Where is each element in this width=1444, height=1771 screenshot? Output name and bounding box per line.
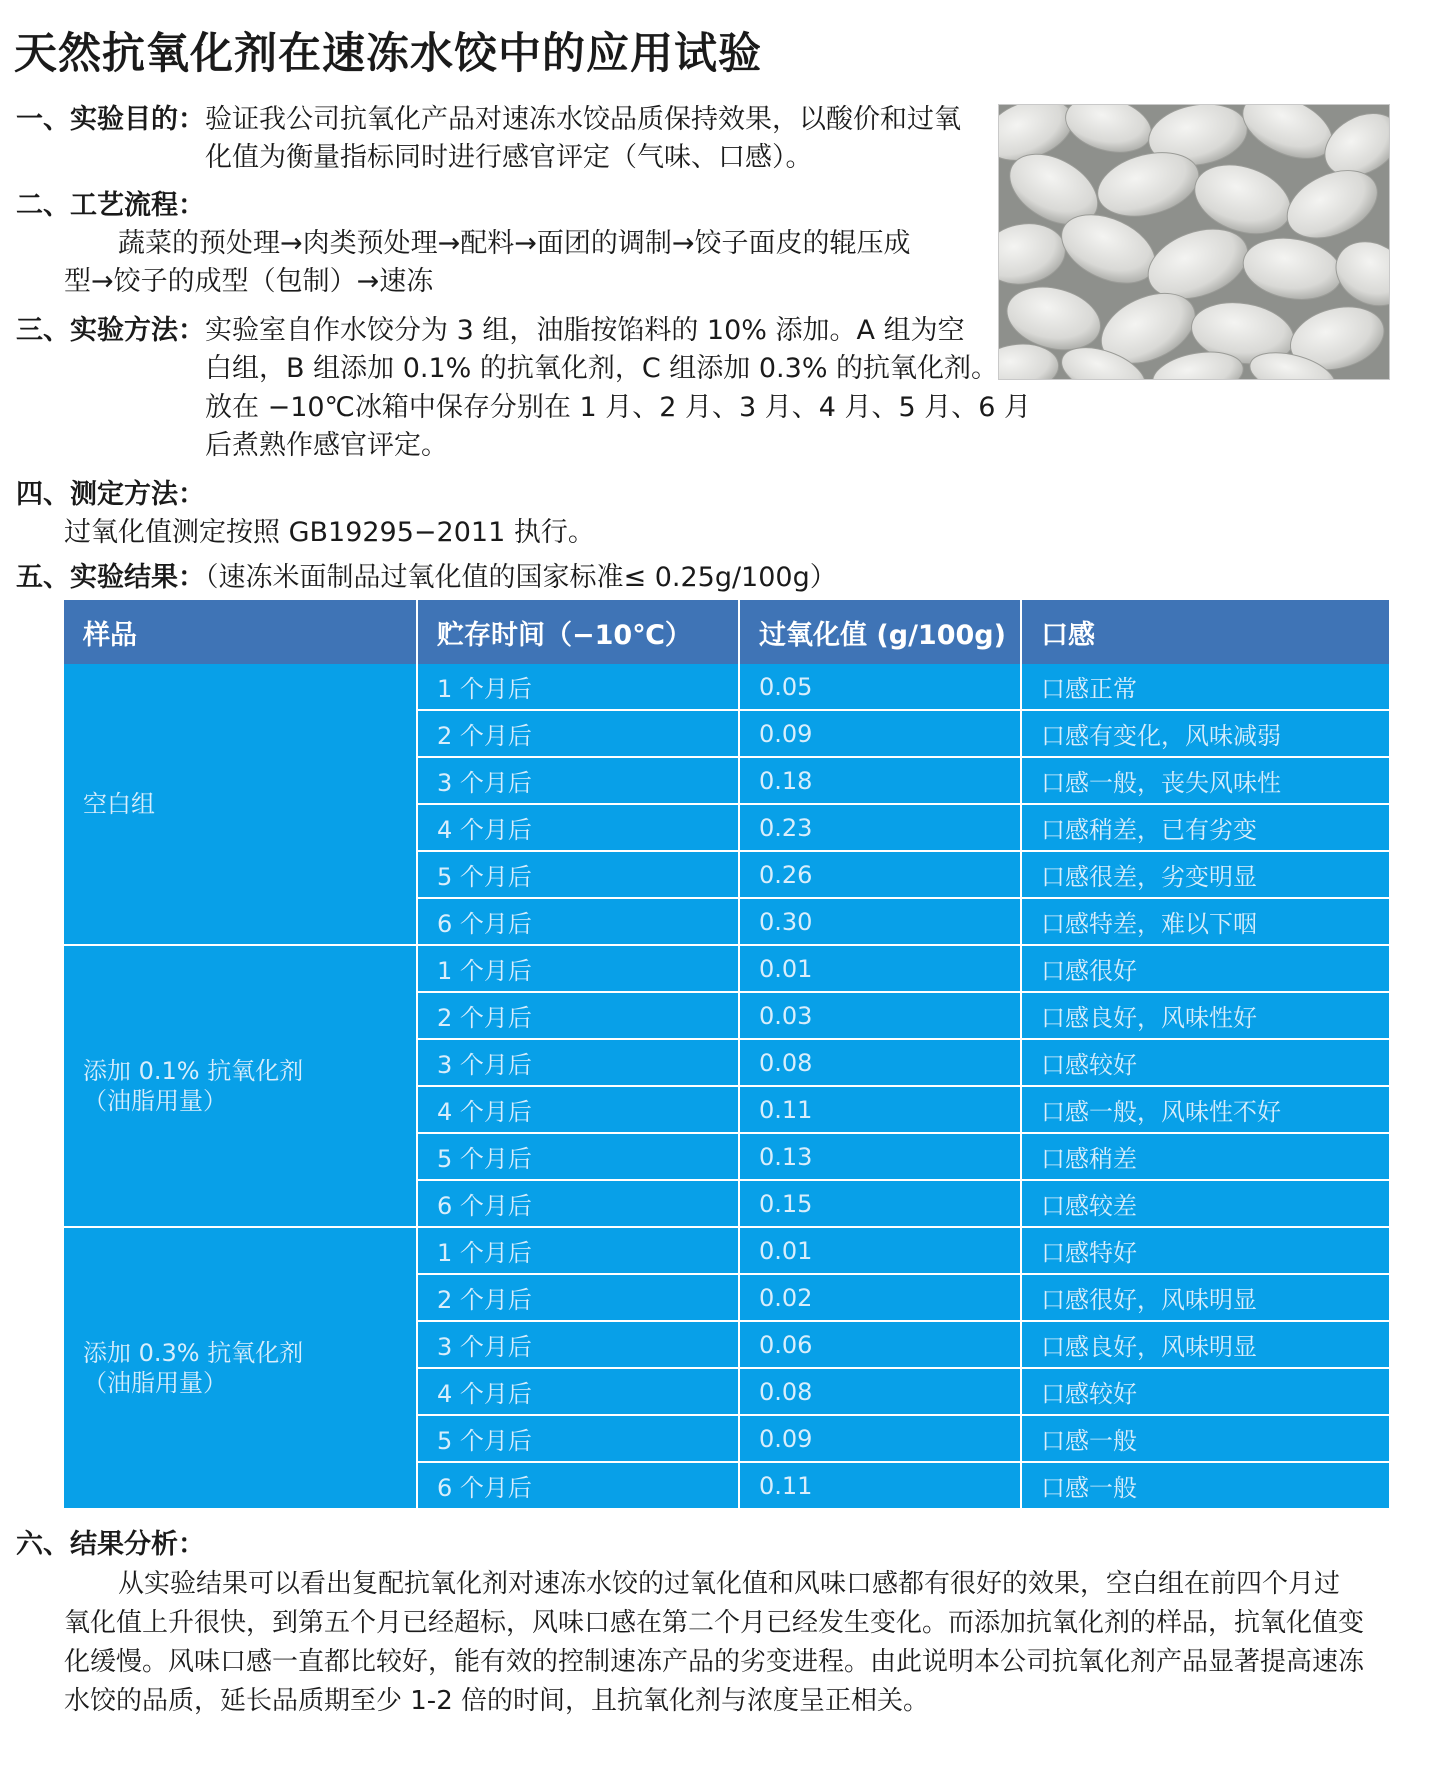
- group-cell-0-3-percent: [64, 1227, 417, 1509]
- cell-value: 0.30: [739, 898, 1021, 945]
- cell-taste: 口感有变化，风味减弱: [1021, 710, 1389, 757]
- analysis-line: 氧化值上升很快，到第五个月已经超标，风味口感在第二个月已经发生变化。而添加抗氧化剂的样品，抗氧化值变: [64, 1608, 1365, 1638]
- table-row: [64, 1227, 1389, 1274]
- analysis-line: 化缓慢。风味口感一直都比较好，能有效的控制速冻产品的劣变进程。由此说明本公司抗氧化剂产品显著提高速冻: [64, 1647, 1365, 1677]
- cell-value: 0.11: [739, 1086, 1021, 1133]
- group-cell-blank: [64, 664, 417, 945]
- cell-value: 0.18: [739, 757, 1021, 804]
- analysis-text: [64, 1565, 1434, 1721]
- cell-time: 3 个月后: [417, 757, 739, 804]
- cell-value: 0.26: [739, 851, 1021, 898]
- results-table: [64, 600, 1389, 1510]
- cell-taste: 口感良好，风味性好: [1021, 992, 1389, 1039]
- cell-taste: 口感特差，难以下咽: [1021, 898, 1389, 945]
- cell-taste: 口感很好: [1021, 945, 1389, 992]
- cell-value: 0.11: [739, 1462, 1021, 1509]
- cell-taste: 口感一般: [1021, 1462, 1389, 1509]
- page-title: 天然抗氧化剂在速冻水饺中的应用试验: [14, 29, 762, 79]
- cell-value: 0.15: [739, 1180, 1021, 1227]
- table-row: [64, 664, 1389, 710]
- cell-taste: 口感良好，风味明显: [1021, 1321, 1389, 1368]
- group-note: （油脂用量）: [83, 1087, 227, 1115]
- results-heading: [16, 559, 837, 597]
- cell-value: 0.02: [739, 1274, 1021, 1321]
- table-row: [64, 945, 1389, 992]
- cell-value: 0.09: [739, 710, 1021, 757]
- group-name: 添加 0.1% 抗氧化剂: [83, 1057, 304, 1085]
- section-label-measurement: 四、测定方法：: [16, 479, 205, 510]
- cell-time: 1 个月后: [417, 1227, 739, 1274]
- header-peroxide-value: 过氧化值 (g/100g): [739, 600, 1021, 664]
- cell-time: 6 个月后: [417, 1180, 739, 1227]
- process-text: 蔬菜的预处理→肉类预处理→配料→面团的调制→饺子面皮的辊压成: [118, 228, 911, 259]
- cell-time: 5 个月后: [417, 1133, 739, 1180]
- header-sample: 样品: [64, 600, 417, 664]
- cell-taste: 口感较好: [1021, 1368, 1389, 1415]
- dumplings-photo: [998, 104, 1390, 380]
- cell-value: 0.01: [739, 945, 1021, 992]
- method-text: 放在 −10℃冰箱中保存分别在 1 月、2 月、3 月、4 月、5 月、6 月: [205, 392, 1032, 423]
- analysis-line: 水饺的品质，延长品质期至少 1-2 倍的时间，且抗氧化剂与浓度呈正相关。: [64, 1686, 929, 1716]
- cell-taste: 口感很好，风味明显: [1021, 1274, 1389, 1321]
- table-header-row: [64, 600, 1389, 664]
- method-text: 白组，B 组添加 0.1% 的抗氧化剂，C 组添加 0.3% 的抗氧化剂。: [205, 353, 999, 384]
- method-text: 后煮熟作感官评定。: [205, 430, 448, 461]
- section-label-results: 五、实验结果：: [16, 562, 205, 593]
- cell-time: 1 个月后: [417, 664, 739, 710]
- group-name: 空白组: [83, 790, 155, 818]
- process-text: 型→饺子的成型（包制）→速冻: [64, 266, 434, 297]
- purpose-text: 验证我公司抗氧化产品对速冻水饺品质保持效果，以酸价和过氧: [205, 104, 961, 135]
- group-name: 添加 0.3% 抗氧化剂: [83, 1339, 304, 1367]
- cell-time: 1 个月后: [417, 945, 739, 992]
- cell-time: 6 个月后: [417, 1462, 739, 1509]
- cell-value: 0.09: [739, 1415, 1021, 1462]
- section-label-purpose: 一、实验目的：: [16, 104, 205, 135]
- cell-value: 0.23: [739, 804, 1021, 851]
- cell-time: 3 个月后: [417, 1039, 739, 1086]
- cell-taste: 口感稍差: [1021, 1133, 1389, 1180]
- cell-taste: 口感特好: [1021, 1227, 1389, 1274]
- cell-value: 0.08: [739, 1039, 1021, 1086]
- group-cell-0-1-percent: [64, 945, 417, 1227]
- cell-value: 0.13: [739, 1133, 1021, 1180]
- cell-time: 5 个月后: [417, 1415, 739, 1462]
- purpose-text: 化值为衡量指标同时进行感官评定（气味、口感）。: [205, 142, 813, 173]
- cell-taste: 口感正常: [1021, 664, 1389, 710]
- cell-value: 0.01: [739, 1227, 1021, 1274]
- cell-value: 0.03: [739, 992, 1021, 1039]
- measurement-text: 过氧化值测定按照 GB19295−2011 执行。: [64, 517, 595, 548]
- analysis-line: 从实验结果可以看出复配抗氧化剂对速冻水饺的过氧化值和风味口感都有很好的效果，空白组在前四个月过: [118, 1569, 1341, 1599]
- cell-taste: 口感较差: [1021, 1180, 1389, 1227]
- section-label-analysis: 六、结果分析：: [16, 1529, 205, 1560]
- cell-value: 0.06: [739, 1321, 1021, 1368]
- cell-taste: 口感较好: [1021, 1039, 1389, 1086]
- cell-time: 2 个月后: [417, 1274, 739, 1321]
- cell-time: 5 个月后: [417, 851, 739, 898]
- section-label-method: 三、实验方法：: [16, 315, 205, 346]
- cell-value: 0.05: [739, 664, 1021, 710]
- cell-value: 0.08: [739, 1368, 1021, 1415]
- cell-taste: 口感很差，劣变明显: [1021, 851, 1389, 898]
- cell-taste: 口感一般，风味性不好: [1021, 1086, 1389, 1133]
- cell-time: 6 个月后: [417, 898, 739, 945]
- cell-time: 4 个月后: [417, 1086, 739, 1133]
- cell-time: 4 个月后: [417, 1368, 739, 1415]
- cell-time: 2 个月后: [417, 710, 739, 757]
- section-label-process: 二、工艺流程：: [16, 190, 205, 221]
- cell-taste: 口感一般: [1021, 1415, 1389, 1462]
- method-text: 实验室自作水饺分为 3 组，油脂按馅料的 10% 添加。A 组为空: [205, 315, 965, 346]
- header-storage-time: 贮存时间（−10℃）: [417, 600, 739, 664]
- results-note: （速冻米面制品过氧化值的国家标准≤ 0.25g/100g）: [205, 562, 837, 593]
- cell-taste: 口感一般，丧失风味性: [1021, 757, 1389, 804]
- cell-time: 3 个月后: [417, 1321, 739, 1368]
- cell-time: 2 个月后: [417, 992, 739, 1039]
- cell-time: 4 个月后: [417, 804, 739, 851]
- group-note: （油脂用量）: [83, 1369, 227, 1397]
- header-taste: 口感: [1021, 600, 1389, 664]
- cell-taste: 口感稍差，已有劣变: [1021, 804, 1389, 851]
